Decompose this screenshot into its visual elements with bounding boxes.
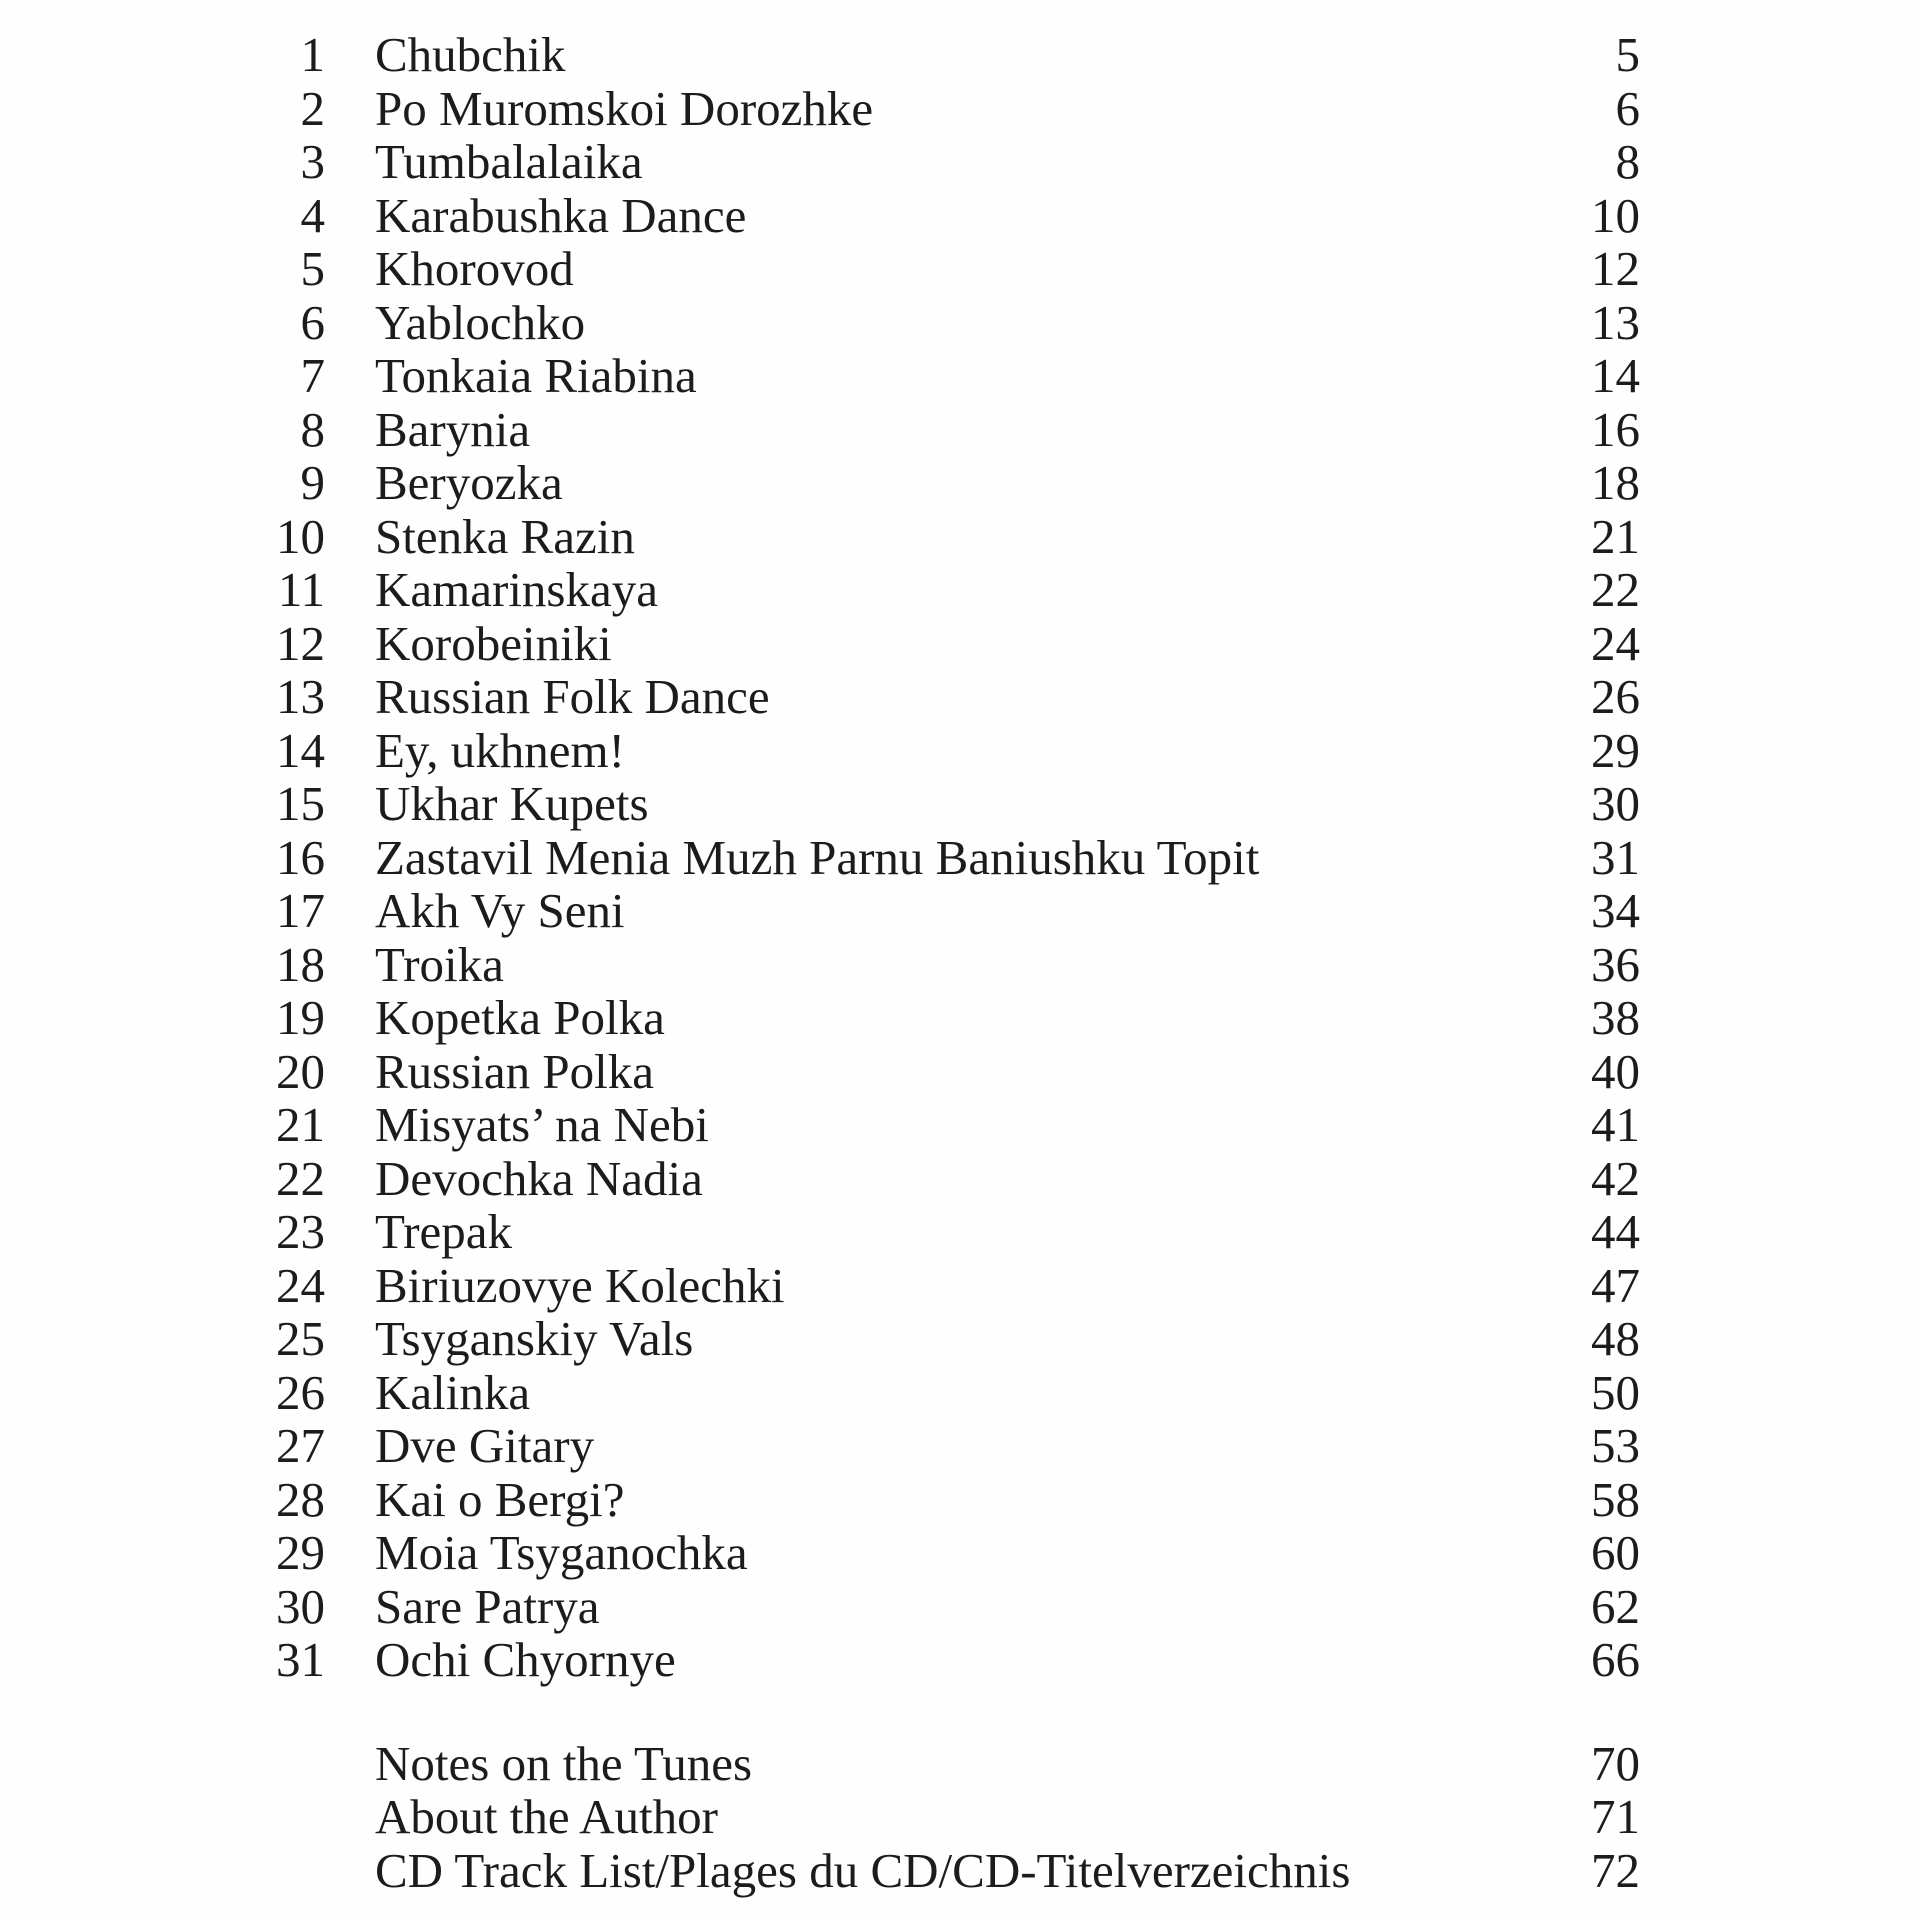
page-number: 31: [1591, 829, 1640, 885]
toc-row: [0, 724, 1920, 778]
page-number: 38: [1591, 990, 1640, 1046]
toc-row: [0, 242, 1920, 296]
tune-title: Khorovod: [375, 241, 574, 297]
track-number: 6: [300, 294, 325, 350]
tune-title: Ukhar Kupets: [375, 776, 649, 832]
tune-title: Karabushka Dance: [375, 187, 747, 243]
track-number: 27: [276, 1418, 325, 1474]
toc-row: [0, 1366, 1920, 1420]
tune-title: Troika: [375, 936, 504, 992]
section-gap: [0, 1687, 1920, 1737]
toc-row: [0, 403, 1920, 457]
tune-title: Russian Polka: [375, 1043, 655, 1099]
page-number: 60: [1591, 1525, 1640, 1581]
toc-row: [0, 135, 1920, 189]
toc-row: [0, 991, 1920, 1045]
track-number: 15: [276, 776, 325, 832]
page-number: 41: [1591, 1097, 1640, 1153]
toc-row: [0, 28, 1920, 82]
toc-row: [0, 670, 1920, 724]
track-number: 3: [300, 134, 325, 190]
track-number: 31: [276, 1632, 325, 1688]
track-number: 13: [276, 669, 325, 725]
tune-title: Tumbalalaika: [375, 134, 643, 190]
page-number: 36: [1591, 936, 1640, 992]
toc-row: [0, 938, 1920, 992]
toc-row: [0, 777, 1920, 831]
track-number: 20: [276, 1043, 325, 1099]
toc-row: [0, 1098, 1920, 1152]
backmatter-title: Notes on the Tunes: [375, 1735, 753, 1791]
tune-title: Zastavil Menia Muzh Parnu Baniushku Topit: [375, 829, 1260, 885]
track-number: 12: [276, 615, 325, 671]
track-number: 28: [276, 1471, 325, 1527]
tune-title: Dve Gitary: [375, 1418, 595, 1474]
track-number: 30: [276, 1578, 325, 1634]
page-number: 42: [1591, 1150, 1640, 1206]
page-number: 47: [1591, 1257, 1640, 1313]
tune-title: Moia Tsyganochka: [375, 1525, 748, 1581]
tune-title: Russian Folk Dance: [375, 669, 770, 725]
page-number: 24: [1591, 615, 1640, 671]
toc-row: [0, 349, 1920, 403]
tune-title: Beryozka: [375, 455, 563, 511]
track-number: 23: [276, 1204, 325, 1260]
track-number: 2: [300, 80, 325, 136]
toc-row: [0, 189, 1920, 243]
toc-row: [0, 1045, 1920, 1099]
tune-title: Barynia: [375, 401, 531, 457]
toc-row: [0, 82, 1920, 136]
tune-title: Kalinka: [375, 1364, 531, 1420]
tune-title: Devochka Nadia: [375, 1150, 703, 1206]
page-number: 72: [1591, 1842, 1640, 1898]
tune-title: Yablochko: [375, 294, 586, 350]
page-number: 14: [1591, 348, 1640, 404]
track-number: 19: [276, 990, 325, 1046]
page-number: 16: [1591, 401, 1640, 457]
tune-title: Po Muromskoi Dorozhke: [375, 80, 874, 136]
toc-row: [0, 884, 1920, 938]
page-number: 18: [1591, 455, 1640, 511]
toc-row: [0, 1473, 1920, 1527]
track-number: 24: [276, 1257, 325, 1313]
toc-row: [0, 1419, 1920, 1473]
track-number: 7: [300, 348, 325, 404]
track-number: 8: [300, 401, 325, 457]
toc-row: [0, 563, 1920, 617]
page-number: 10: [1591, 187, 1640, 243]
page-number: 5: [1615, 27, 1640, 83]
track-number: 14: [276, 722, 325, 778]
page-number: 22: [1591, 562, 1640, 618]
track-number: 26: [276, 1364, 325, 1420]
backmatter-title: CD Track List/Plages du CD/CD-Titelverzeichnis: [375, 1842, 1351, 1898]
toc-row: [0, 617, 1920, 671]
toc-row: [0, 1259, 1920, 1313]
toc-row: [0, 1633, 1920, 1687]
tune-title: Misyats’ na Nebi: [375, 1097, 709, 1153]
page-number: 40: [1591, 1043, 1640, 1099]
toc-row: [0, 1312, 1920, 1366]
track-number: 5: [300, 241, 325, 297]
page-number: 44: [1591, 1204, 1640, 1260]
toc-row: [0, 1580, 1920, 1634]
track-number: 29: [276, 1525, 325, 1581]
track-number: 16: [276, 829, 325, 885]
toc-row: [0, 510, 1920, 564]
page-number: 26: [1591, 669, 1640, 725]
tune-title: Akh Vy Seni: [375, 883, 625, 939]
tune-title: Trepak: [375, 1204, 513, 1260]
toc-row: [0, 831, 1920, 885]
page-number: 6: [1615, 80, 1640, 136]
tune-title: Sare Patrya: [375, 1578, 600, 1634]
page-number: 12: [1591, 241, 1640, 297]
track-number: 4: [300, 187, 325, 243]
page-number: 34: [1591, 883, 1640, 939]
table-of-contents: [0, 28, 1920, 1897]
track-number: 21: [276, 1097, 325, 1153]
track-number: 10: [276, 508, 325, 564]
page-number: 70: [1591, 1735, 1640, 1791]
page-number: 8: [1615, 134, 1640, 190]
toc-row: [0, 456, 1920, 510]
toc-row: [0, 1526, 1920, 1580]
toc-row-backmatter: [0, 1737, 1920, 1791]
toc-row: [0, 296, 1920, 350]
page-number: 29: [1591, 722, 1640, 778]
track-number: 11: [277, 562, 325, 618]
page-number: 50: [1591, 1364, 1640, 1420]
page-number: 62: [1591, 1578, 1640, 1634]
page-number: 13: [1591, 294, 1640, 350]
toc-row-backmatter: [0, 1844, 1920, 1898]
track-number: 22: [276, 1150, 325, 1206]
tune-title: Tsyganskiy Vals: [375, 1311, 694, 1367]
tune-title: Kamarinskaya: [375, 562, 658, 618]
track-number: 25: [276, 1311, 325, 1367]
tune-title: Chubchik: [375, 27, 566, 83]
tune-title: Tonkaia Riabina: [375, 348, 697, 404]
page-number: 53: [1591, 1418, 1640, 1474]
track-number: 1: [300, 27, 325, 83]
tune-title: Korobeiniki: [375, 615, 612, 671]
tune-title: Ey, ukhnem!: [375, 722, 625, 778]
page-number: 58: [1591, 1471, 1640, 1527]
track-number: 9: [300, 455, 325, 511]
tune-title: Stenka Razin: [375, 508, 635, 564]
tune-title: Kopetka Polka: [375, 990, 665, 1046]
toc-row: [0, 1205, 1920, 1259]
toc-row-backmatter: [0, 1790, 1920, 1844]
page-number: 66: [1591, 1632, 1640, 1688]
page-number: 48: [1591, 1311, 1640, 1367]
backmatter-title: About the Author: [375, 1789, 718, 1845]
tune-title: Ochi Chyornye: [375, 1632, 676, 1688]
page-number: 30: [1591, 776, 1640, 832]
page-number: 21: [1591, 508, 1640, 564]
toc-row: [0, 1152, 1920, 1206]
tune-title: Kai o Bergi?: [375, 1471, 625, 1527]
tune-title: Biriuzovye Kolechki: [375, 1257, 785, 1313]
page-number: 71: [1591, 1789, 1640, 1845]
track-number: 18: [276, 936, 325, 992]
track-number: 17: [276, 883, 325, 939]
